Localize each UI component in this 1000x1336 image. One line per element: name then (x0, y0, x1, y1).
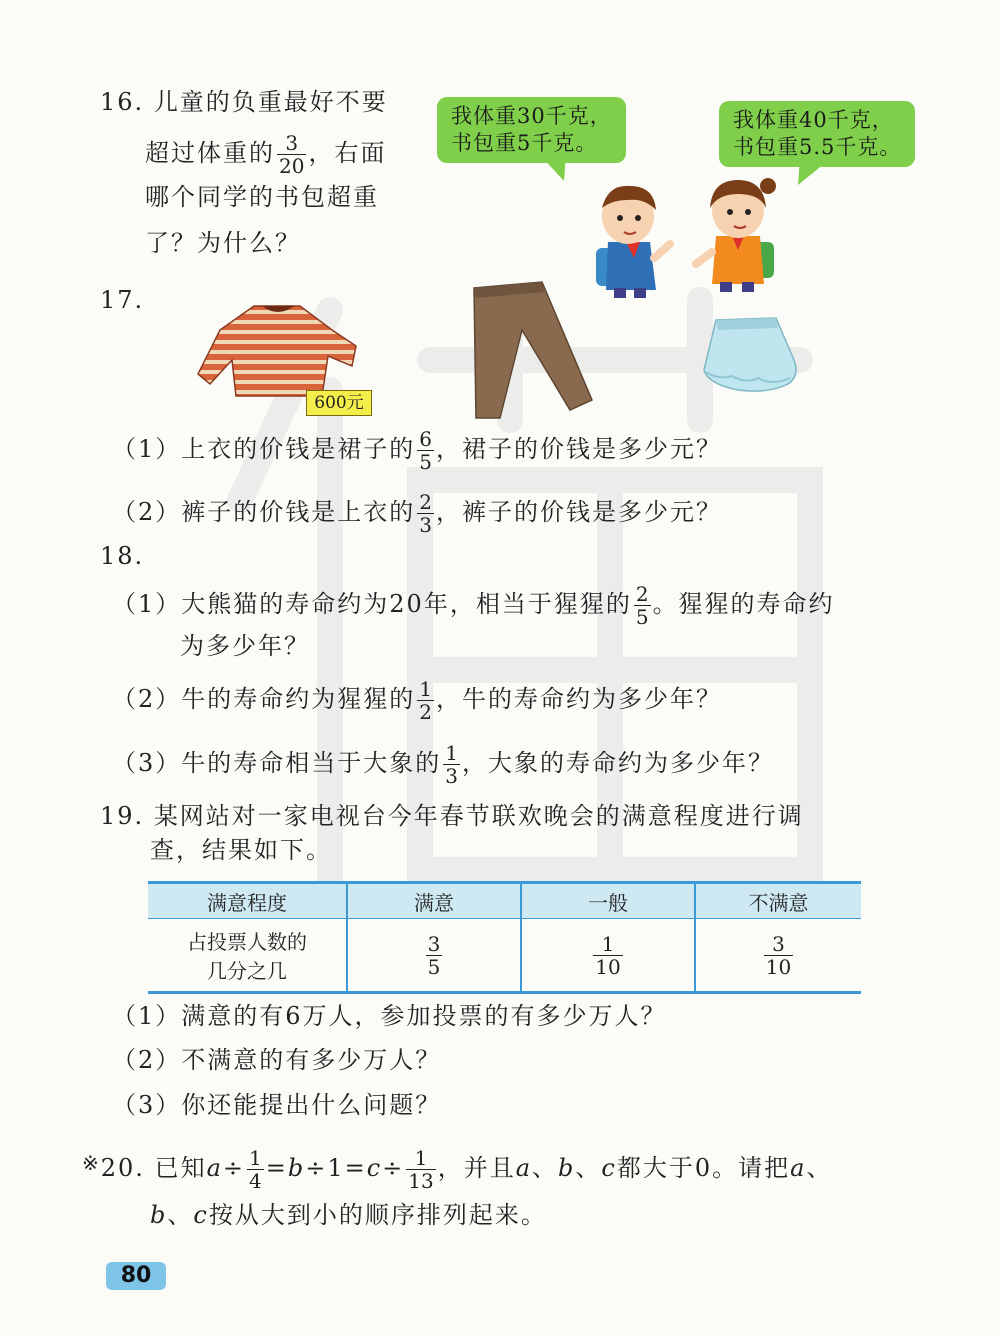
page-number: 80 (106, 1262, 166, 1290)
girl-bubble-tail (790, 159, 850, 189)
q20-line2: b、c按从大到小的顺序排列起来。 (150, 1201, 547, 1229)
q18-number: 18. (100, 542, 145, 570)
fraction: $\frac{1}{2}$ (419, 677, 433, 724)
price-tag: 600元 (306, 390, 372, 416)
table-header-row (148, 883, 861, 919)
table-cell (347, 919, 521, 993)
q16-line2: 超过体重的 $\frac{3}{20}$ ，右面 (145, 131, 387, 178)
survey-table (148, 881, 861, 994)
q17-sub2: （2）裤子的价钱是上衣的 $\frac{2}{3}$ ，裤子的价钱是多少元？ (112, 490, 723, 537)
q19-sub1: （1）满意的有6万人，参加投票的有多少万人？ (112, 1002, 667, 1030)
trousers-illustration (470, 280, 595, 420)
q16-line1: 16. 儿童的负重最好不要 (100, 88, 388, 116)
girl-illustration (690, 172, 790, 292)
q17-number: 17. (100, 286, 145, 314)
q16-line3: 哪个同学的书包超重 (145, 183, 379, 211)
fraction: $\frac{3}{10}$ (765, 931, 792, 979)
boy-speech-bubble: 我体重30千克， 书包重5千克。 (437, 97, 626, 163)
table-header-cell: 一般 (521, 883, 695, 919)
table-header-cell: 满意程度 (148, 883, 347, 919)
table-row (148, 919, 861, 993)
q17-sub1: （1）上衣的价钱是裙子的 $\frac{6}{5}$ ，裙子的价钱是多少元？ (112, 427, 723, 474)
table-cell (695, 919, 861, 993)
q18-sub3: （3）牛的寿命相当于大象的 $\frac{1}{3}$ ，大象的寿命约为多少年？ (112, 741, 775, 788)
table-cell (521, 919, 695, 993)
table-header-cell: 不满意 (695, 883, 861, 919)
skirt-illustration (698, 314, 803, 394)
boy-bubble-tail (520, 155, 580, 185)
fraction: $\frac{2}{5}$ (635, 582, 649, 629)
q18-sub1-cont: 为多少年？ (180, 632, 310, 660)
table-row-label: 占投票人数的 几分之几 (148, 919, 347, 993)
q18-sub1: （1）大熊猫的寿命约为20年，相当于猩猩的 $\frac{2}{5}$ 。猩猩的寿命约 (112, 582, 835, 629)
sweater-illustration (196, 300, 361, 400)
q16-line4: 了？为什么？ (145, 229, 301, 257)
q19-sub2: （2）不满意的有多少万人？ (112, 1046, 442, 1074)
fraction: $\frac{1}{3}$ (445, 741, 459, 788)
fraction: $\frac{3}{5}$ (427, 931, 441, 979)
table-header-cell: 满意 (347, 883, 521, 919)
fraction: $\frac{1}{13}$ (408, 1146, 434, 1193)
q19-sub3: （3）你还能提出什么问题？ (112, 1091, 442, 1119)
q19-line1: 19. 某网站对一家电视台今年春节联欢晚会的满意程度进行调 (100, 802, 804, 830)
fraction: $\frac{2}{3}$ (419, 490, 433, 537)
q20-line1: ※20. 已知a÷ $\frac{1}{4}$ =b÷1=c÷ $\frac{1}{13}$ ，并且a、b、c都大于0。请把a、 (82, 1146, 833, 1193)
fraction: $\frac{6}{5}$ (419, 427, 433, 474)
fraction: $\frac{1}{10}$ (595, 931, 621, 979)
q19-line2: 查，结果如下。 (150, 836, 332, 864)
fraction: $\frac{1}{4}$ (249, 1146, 262, 1193)
q18-sub2: （2）牛的寿命约为猩猩的 $\frac{1}{2}$ ，牛的寿命约为多少年？ (112, 677, 723, 724)
girl-speech-bubble: 我体重40千克， 书包重5.5千克。 (719, 101, 915, 167)
fraction: $\frac{3}{20}$ (279, 131, 305, 178)
